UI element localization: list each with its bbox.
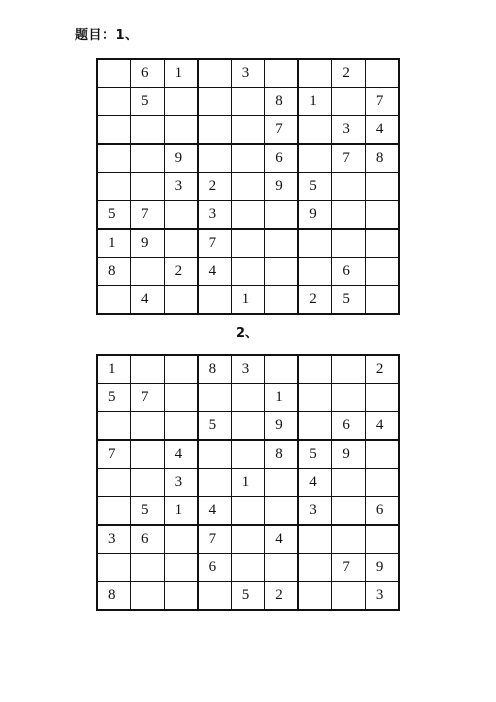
sudoku-cell [365, 384, 399, 412]
sudoku-grid-1 [96, 58, 400, 315]
sudoku-cell [298, 582, 332, 611]
puzzle-2-label: 2、 [236, 326, 259, 341]
sudoku-cell [198, 59, 232, 88]
sudoku-cell [131, 258, 165, 286]
sudoku-cell: 2 [198, 173, 232, 201]
sudoku-cell [298, 144, 332, 173]
sudoku-cell: 6 [265, 144, 299, 173]
sudoku-cell: 1 [231, 286, 265, 315]
sudoku-cell [231, 88, 265, 116]
sudoku-cell: 7 [332, 554, 366, 582]
sudoku-cell: 2 [332, 59, 366, 88]
sudoku-cell: 5 [131, 497, 165, 526]
sudoku-cell: 1 [164, 497, 198, 526]
sudoku-cell [265, 497, 299, 526]
sudoku-cell [231, 497, 265, 526]
sudoku-row [97, 525, 399, 554]
sudoku-cell: 5 [231, 582, 265, 611]
sudoku-cell: 6 [365, 497, 399, 526]
sudoku-cell: 9 [365, 554, 399, 582]
sudoku-row [97, 355, 399, 384]
sudoku-cell [97, 412, 131, 441]
sudoku-row [97, 258, 399, 286]
sudoku-cell [97, 144, 131, 173]
sudoku-cell [298, 355, 332, 384]
sudoku-row [97, 412, 399, 441]
sudoku-cell: 3 [231, 59, 265, 88]
sudoku-cell [97, 173, 131, 201]
sudoku-cell: 1 [231, 469, 265, 497]
sudoku-cell: 6 [332, 258, 366, 286]
sudoku-cell: 4 [365, 412, 399, 441]
sudoku-cell [365, 258, 399, 286]
sudoku-cell: 2 [365, 355, 399, 384]
sudoku-cell [231, 229, 265, 258]
sudoku-cell [365, 469, 399, 497]
sudoku-cell: 9 [332, 440, 366, 469]
sudoku-cell [365, 286, 399, 315]
sudoku-cell: 5 [97, 201, 131, 230]
sudoku-cell [265, 355, 299, 384]
sudoku-cell: 8 [198, 355, 232, 384]
sudoku-cell: 1 [97, 355, 131, 384]
sudoku-cell: 6 [131, 525, 165, 554]
sudoku-row [97, 286, 399, 315]
sudoku-cell [332, 497, 366, 526]
sudoku-cell [198, 144, 232, 173]
sudoku-cell: 5 [131, 88, 165, 116]
sudoku-cell [231, 258, 265, 286]
sudoku-cell: 6 [332, 412, 366, 441]
sudoku-cell [365, 59, 399, 88]
sudoku-cell [332, 384, 366, 412]
sudoku-cell: 8 [265, 88, 299, 116]
sudoku-cell [265, 469, 299, 497]
sudoku-cell [164, 201, 198, 230]
sudoku-cell: 3 [198, 201, 232, 230]
sudoku-cell [365, 173, 399, 201]
sudoku-cell [131, 469, 165, 497]
sudoku-cell [97, 286, 131, 315]
sudoku-cell [231, 201, 265, 230]
sudoku-cell [231, 554, 265, 582]
sudoku-row [97, 440, 399, 469]
sudoku-cell [298, 554, 332, 582]
sudoku-cell: 8 [97, 258, 131, 286]
sudoku-cell: 3 [332, 116, 366, 145]
sudoku-cell: 8 [265, 440, 299, 469]
sudoku-cell [365, 525, 399, 554]
sudoku-cell: 2 [265, 582, 299, 611]
sudoku-cell [97, 59, 131, 88]
sudoku-cell [298, 384, 332, 412]
sudoku-cell: 9 [131, 229, 165, 258]
sudoku-cell: 4 [198, 258, 232, 286]
sudoku-cell [198, 88, 232, 116]
sudoku-cell [265, 554, 299, 582]
sudoku-cell: 4 [131, 286, 165, 315]
sudoku-cell: 3 [97, 525, 131, 554]
sudoku-cell: 4 [265, 525, 299, 554]
sudoku-cell [164, 384, 198, 412]
sudoku-cell: 5 [298, 440, 332, 469]
sudoku-cell [131, 173, 165, 201]
sudoku-cell: 6 [131, 59, 165, 88]
sudoku-cell [97, 497, 131, 526]
sudoku-row [97, 88, 399, 116]
sudoku-cell [164, 229, 198, 258]
sudoku-row [97, 59, 399, 88]
sudoku-row [97, 173, 399, 201]
sudoku-row [97, 144, 399, 173]
sudoku-cell [298, 229, 332, 258]
sudoku-cell: 8 [365, 144, 399, 173]
sudoku-cell: 7 [198, 229, 232, 258]
sudoku-cell [131, 440, 165, 469]
sudoku-cell [298, 116, 332, 145]
sudoku-cell: 5 [198, 412, 232, 441]
sudoku-cell [164, 525, 198, 554]
sudoku-row [97, 229, 399, 258]
sudoku-cell [198, 469, 232, 497]
sudoku-cell [97, 469, 131, 497]
sudoku-cell [164, 116, 198, 145]
sudoku-cell: 7 [332, 144, 366, 173]
sudoku-cell [231, 144, 265, 173]
sudoku-cell [365, 440, 399, 469]
sudoku-cell [332, 582, 366, 611]
sudoku-cell [265, 59, 299, 88]
sudoku-cell [298, 258, 332, 286]
sudoku-row [97, 384, 399, 412]
sudoku-cell [131, 116, 165, 145]
sudoku-cell [365, 229, 399, 258]
sudoku-cell [198, 286, 232, 315]
sudoku-cell [131, 412, 165, 441]
sudoku-cell [164, 355, 198, 384]
sudoku-row [97, 116, 399, 145]
sudoku-cell [298, 525, 332, 554]
sudoku-cell: 9 [298, 201, 332, 230]
sudoku-cell: 7 [131, 384, 165, 412]
sudoku-cell [231, 384, 265, 412]
sudoku-row [97, 582, 399, 611]
sudoku-cell [131, 355, 165, 384]
sudoku-cell: 7 [198, 525, 232, 554]
sudoku-cell [131, 582, 165, 611]
page-heading: 题目：1、 [75, 28, 139, 43]
sudoku-cell [164, 88, 198, 116]
sudoku-cell: 1 [298, 88, 332, 116]
sudoku-cell [164, 286, 198, 315]
sudoku-cell [298, 59, 332, 88]
sudoku-cell [131, 144, 165, 173]
sudoku-cell [298, 412, 332, 441]
sudoku-cell [332, 201, 366, 230]
sudoku-cell: 1 [265, 384, 299, 412]
sudoku-cell: 4 [164, 440, 198, 469]
sudoku-cell: 7 [131, 201, 165, 230]
sudoku-cell [164, 582, 198, 611]
sudoku-row [97, 554, 399, 582]
sudoku-cell: 4 [298, 469, 332, 497]
sudoku-cell: 9 [265, 412, 299, 441]
sudoku-cell [131, 554, 165, 582]
sudoku-cell: 7 [97, 440, 131, 469]
sudoku-cell [97, 554, 131, 582]
sudoku-cell: 9 [265, 173, 299, 201]
sudoku-cell [97, 116, 131, 145]
sudoku-cell [265, 201, 299, 230]
sudoku-cell: 3 [298, 497, 332, 526]
sudoku-cell [198, 440, 232, 469]
sudoku-cell [265, 258, 299, 286]
sudoku-grid-2 [96, 354, 400, 611]
sudoku-cell: 6 [198, 554, 232, 582]
sudoku-cell: 8 [97, 582, 131, 611]
sudoku-cell [231, 116, 265, 145]
sudoku-cell [231, 525, 265, 554]
sudoku-cell: 7 [265, 116, 299, 145]
sudoku-cell: 3 [164, 469, 198, 497]
sudoku-cell [332, 525, 366, 554]
sudoku-cell [332, 469, 366, 497]
sudoku-cell: 9 [164, 144, 198, 173]
sudoku-cell [265, 229, 299, 258]
sudoku-cell: 1 [164, 59, 198, 88]
sudoku-cell: 5 [298, 173, 332, 201]
sudoku-cell: 4 [198, 497, 232, 526]
sudoku-cell [198, 582, 232, 611]
sudoku-cell [164, 412, 198, 441]
sudoku-cell: 7 [365, 88, 399, 116]
sudoku-cell [365, 201, 399, 230]
sudoku-cell: 4 [365, 116, 399, 145]
sudoku-cell [231, 412, 265, 441]
sudoku-cell [198, 384, 232, 412]
sudoku-row [97, 201, 399, 230]
sudoku-cell [332, 173, 366, 201]
sudoku-cell: 1 [97, 229, 131, 258]
sudoku-row [97, 497, 399, 526]
sudoku-cell: 2 [164, 258, 198, 286]
sudoku-cell: 5 [332, 286, 366, 315]
sudoku-row [97, 469, 399, 497]
sudoku-cell: 3 [365, 582, 399, 611]
sudoku-cell [332, 355, 366, 384]
sudoku-cell [164, 554, 198, 582]
sudoku-cell [332, 88, 366, 116]
sudoku-cell [332, 229, 366, 258]
sudoku-cell [231, 440, 265, 469]
sudoku-cell [231, 173, 265, 201]
sudoku-cell [265, 286, 299, 315]
sudoku-cell: 5 [97, 384, 131, 412]
sudoku-cell: 3 [164, 173, 198, 201]
sudoku-cell [97, 88, 131, 116]
sudoku-cell: 3 [231, 355, 265, 384]
sudoku-cell: 2 [298, 286, 332, 315]
sudoku-cell [198, 116, 232, 145]
